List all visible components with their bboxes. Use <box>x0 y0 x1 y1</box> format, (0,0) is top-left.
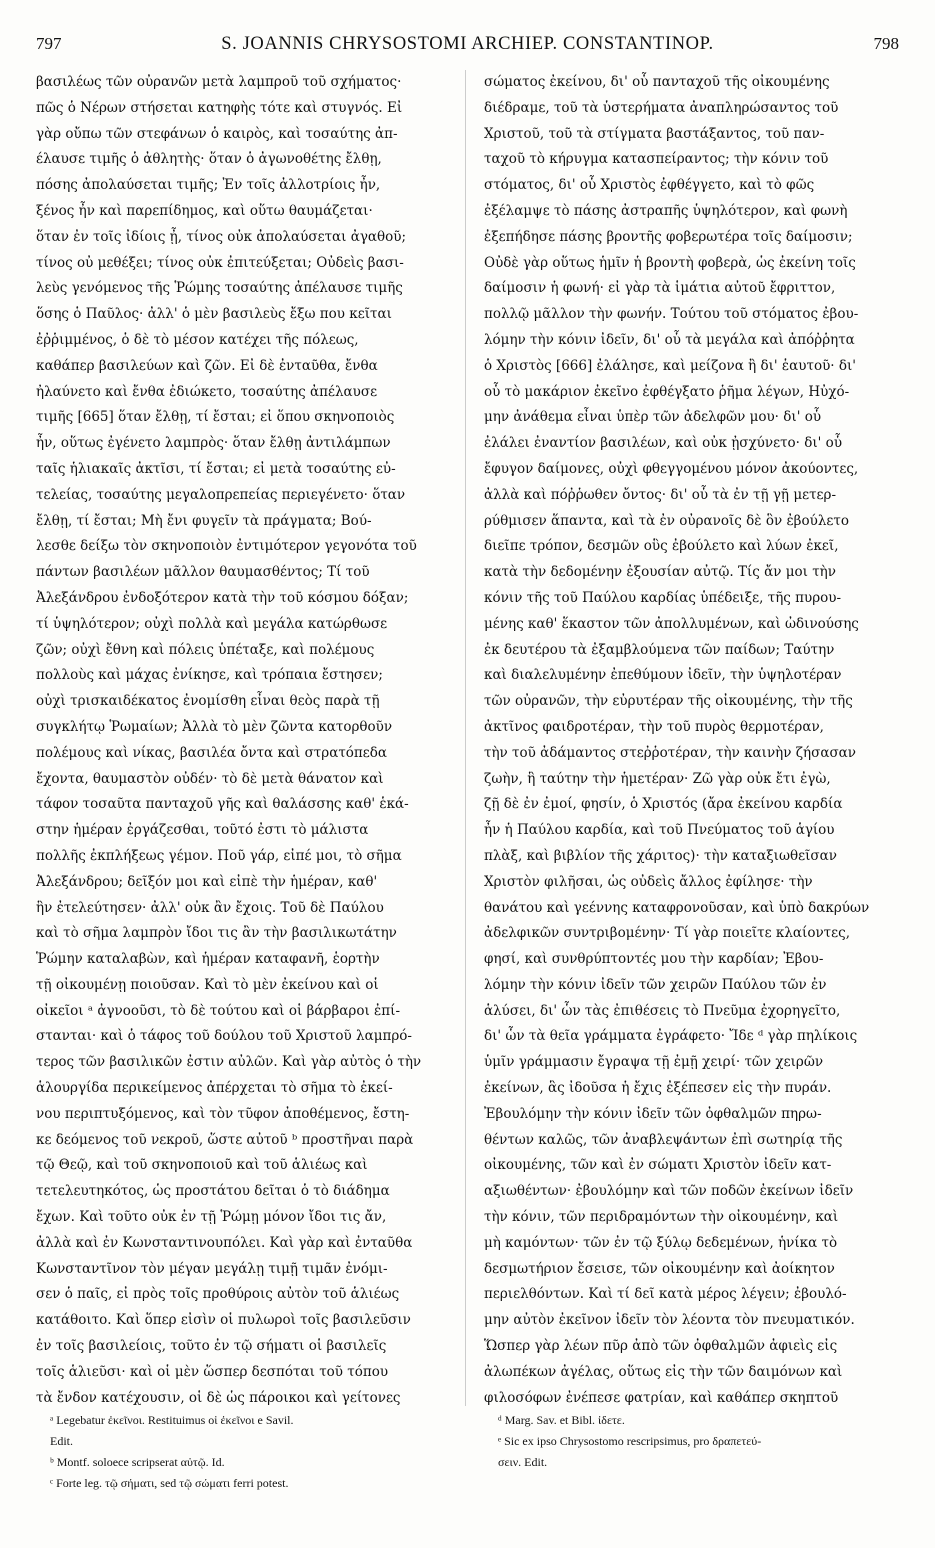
text-line: ἐκείνων, ἃς ἰδοῦσα ἡ ἔχις ἐξέπεσεν εἰς τὴν πυράν. <box>484 1080 832 1097</box>
text-line: ζῶν; οὐχὶ ἔθνη καὶ πόλεις ὑπέταξε, καὶ πολέμους <box>36 641 375 658</box>
text-line: τὴν κόνιν, τῶν περιδραμόντων τὴν οἰκουμένην, καὶ <box>484 1209 839 1226</box>
text-line: πολέμους καὶ νίκας, βασιλέα ὄντα καὶ στρατόπεδα <box>36 744 388 761</box>
text-line: ἔφυγον δαίμονες, οὐχὶ φθεγγομένου μόνον ἀκούοντες, <box>484 460 859 477</box>
text-line: ἀλλὰ καὶ ἐν Κωνσταντινουπόλει. Καὶ γὰρ καὶ ἐνταῦθα <box>36 1234 413 1251</box>
text-line: φησί, καὶ συνθρύπτοντές μου τὴν καρδίαν; Ἐβου- <box>484 951 824 968</box>
text-line: πολλοὺς καὶ μάχας ἐνίκησε, καὶ τρόπαια ἔστησεν; <box>36 667 383 684</box>
text-line: φιλοσόφων ἐνέπεσε φατρίαν, καὶ καθάπερ σκηπτοῦ <box>484 1389 839 1406</box>
column-divider <box>465 70 466 1406</box>
text-line: ἠλαύνετο καὶ ἔνθα ἐδιώκετο, τοσαύτης ἀπέλαυσε <box>36 383 378 400</box>
text-line: τῇ οἰκουμένῃ ποιοῦσαν. Καὶ τὸ μὲν ἐκείνου καὶ οἱ <box>36 976 379 993</box>
text-line: λεσθε δείξω τὸν σκηνοποιὸν ἐντιμότερον γεγονότα τοῦ <box>36 538 417 555</box>
text-line: Ῥώμην καταλαβὼν, καὶ ἡμέραν καταφανῆ, ἑορτὴν <box>36 951 380 968</box>
text-line: θέντων καλῶς, τῶν ἀναβλεψάντων ἐπὶ σωτηρίᾳ τῆς <box>484 1131 843 1148</box>
text-line: τιμῆς [665] ὅταν ἔλθῃ, τί ἔσται; εἰ ὅπου σκηνοποιὸς <box>36 409 395 426</box>
text-line: Ἀλεξάνδρου ἐνδοξότερον κατὰ τὴν τοῦ κόσμου δόξαν; <box>36 589 409 606</box>
text-line: τὰ ἔνδον κατέχουσιν, οἱ δὲ ὡς πάροικοι καὶ γείτονες <box>36 1389 401 1406</box>
text-line: δι' ὧν τὰ θεῖα γράμματα ἐγράφετο· Ἴδε ᵈ γὰρ πηλίκοις <box>484 1028 858 1045</box>
text-line: μένης καθ' ἕκαστον τῶν ἀπολλυμένων, καὶ ὠδινούσης <box>484 615 859 632</box>
text-line: Ὥσπερ γὰρ λέων πῦρ ἀπὸ τῶν ὀφθαλμῶν ἀφιεὶς εἰς <box>484 1338 838 1355</box>
text-line: τὴν τοῦ ἀδάμαντος στεῤῥοτέραν, τὴν καινὴν ζήσασαν <box>484 744 857 761</box>
text-line: δεσμωτήριον ἔσεισε, τῶν οἰκουμένην καὶ ἀοίκητον <box>484 1260 835 1277</box>
text-line: ἀλλὰ καὶ πόῤῥωθεν ὄντος· δι' οὗ τὰ ἐν τῇ γῇ μετερ- <box>484 486 837 503</box>
text-line: δαίμοσιν ἡ φωνή· εἰ γὰρ τὰ ἱμάτια αὐτοῦ ἔφριττον, <box>484 280 836 297</box>
text-line: ὑμῖν γράμμασιν ἔγραψα τῇ ἐμῇ χειρί· τῶν χειρῶν <box>484 1054 824 1071</box>
text-line: νου περιπτυξόμενος, καὶ τὸν τῦφον ἀποθέμενος, ἔστη- <box>36 1105 410 1122</box>
text-line: ὅσης ὁ Παῦλος· ἀλλ' ὁ μὲν βασιλεὺς ἔξω που κεῖται <box>36 306 392 323</box>
text-line: ἐξεπήδησε πάσης βροντῆς φοβερωτέρα τοῖς δαίμοσιν; <box>484 228 853 245</box>
text-line: Οὐδὲ γὰρ οὕτως ἡμῖν ἡ βροντὴ φοβερὰ, ὡς ἐκείνη τοῖς <box>484 254 856 271</box>
text-line: μην αὐτὸν ἐκεῖνον ἰδεῖν τὸν λέοντα τὸν πνευματικόν. <box>484 1312 855 1329</box>
text-line: θανάτου καὶ γεέννης καταφρονοῦσαν, καὶ ὑπὸ δακρύων <box>484 899 870 916</box>
text-line: περιελθόντων. Καὶ τί δεῖ κατὰ μέρος λέγειν; ἐβουλό- <box>484 1286 847 1303</box>
text-line: ἦν, οὕτως ἐγένετο λαμπρὸς· ὅταν ἔλθῃ ἀντιλάμπων <box>36 435 391 452</box>
text-line: ἀδελφικῶν συντριβομένην· Τί γὰρ ποιεῖτε κλαίοντες, <box>484 925 850 942</box>
text-line: τερος τῶν βασιλικῶν ἐστιν αὐλῶν. Καὶ γὰρ αὐτὸς ὁ τὴν <box>36 1054 422 1071</box>
text-line: ἔχων. Καὶ τοῦτο οὐκ ἐν τῇ Ῥώμῃ μόνον ἴδοι τις ἄν, <box>36 1209 387 1226</box>
text-line: ἐν τοῖς βασιλείοις, τοῦτο ἐν τῷ σήματι οἱ βασιλεῖς <box>36 1338 387 1355</box>
text-line: Χριστὸν φιλῆσαι, ὡς οὐδεὶς ἄλλος ἐφίλησε· τὴν <box>484 873 813 890</box>
text-line: κόνιν τῆς τοῦ Παύλου καρδίας ὑπέδειξε, τῆς πυρου- <box>484 589 842 606</box>
text-line: τῷ Θεῷ, καὶ τοῦ σκηνοποιοῦ καὶ τοῦ ἁλιέως καὶ <box>36 1157 368 1174</box>
text-line: ἔλθῃ, τί ἔσται; Μὴ ἔνι φυγεῖν τὰ πράγματα; Βού- <box>36 512 372 529</box>
text-line: καὶ τὸ σῆμα λαμπρὸν ἴδοι τις ἂν τὴν βασιλικωτάτην <box>36 925 397 942</box>
footnote: ᵉ Sic ex ipso Chrysostomo rescripsimus, pro δραπετεύ- <box>498 1434 762 1448</box>
text-line: ξένος ἦν καὶ παρεπίδημος, καὶ οὕτω θαυμάζεται· <box>36 202 373 219</box>
text-line: ὁ Χριστὸς [666] ἐλάλησε, καὶ μείζονα ἢ δι' ἑαυτοῦ· δι' <box>484 357 857 374</box>
text-line: διεῖπε τρόπον, δεσμῶν οὓς ἐβούλετο καὶ λύων ἐκεῖ, <box>484 538 839 555</box>
text-line: λόμην τὴν κόνιν ἰδεῖν τῶν χειρῶν Παύλου τῶν ἐν <box>484 976 827 993</box>
text-line: τελείας, τοσαύτης μεγαλοπρεπείας περιεγένετο· ὅταν <box>36 486 406 503</box>
text-line: μὴ καμόντων· τῶν ἐν τῷ ξύλῳ δεδεμένων, ἡνίκα τὸ <box>484 1234 838 1251</box>
text-line: στανται· καὶ ὁ τάφος τοῦ δούλου τοῦ Χριστοῦ λαμπρό- <box>36 1028 412 1045</box>
text-line: κε δεόμενος τοῦ νεκροῦ, ὥστε αὐτοῦ ᵇ προστῆναι παρὰ <box>36 1131 414 1148</box>
footnotes-left <box>50 1410 468 1494</box>
text-line: πόσης ἀπολαύσεται τιμῆς; Ἐν τοῖς ἀλλοτρίοις ἦν, <box>36 177 381 194</box>
text-line: ἁλύσει, δι' ὧν τὰς ἐπιθέσεις τὸ Πνεῦμα ἐχορηγεῖτο, <box>484 1002 841 1019</box>
text-line: ἦν ἡ Παύλου καρδία, καὶ τοῦ Πνεύματος τοῦ ἁγίου <box>484 822 835 839</box>
footnote: ᶜ Forte leg. τῷ σήματι, sed τῷ σώματι ferri potest. <box>50 1476 289 1490</box>
text-line: κατάθοιτο. Καὶ ὅπερ εἰσὶν οἱ πυλωροὶ τοῖς βασιλεῦσιν <box>36 1312 411 1329</box>
footnote: ᵃ Legebatur ἐκεῖνοι. Restituimus οἱ ἐκεῖνοι e Savil. <box>50 1413 294 1427</box>
text-line: ἀλωπέκων ἀγέλας, οὕτως εἰς τὴν τῶν δαιμόνων καὶ <box>484 1363 843 1380</box>
text-line: ρύθμισεν ἅπαντα, καὶ τὰ ἐν οὐρανοῖς δὲ ὃν ἐβούλετο <box>484 512 849 529</box>
text-line: ταῖς ἡλιακαῖς ἀκτῖσι, τί ἔσται; εἰ μετὰ τοσαύτης εὐ- <box>36 460 396 477</box>
text-line: καθάπερ βασιλεύων καὶ ζῶν. Εἰ δὲ ἐνταῦθα, ἔνθα <box>36 357 378 374</box>
footnote: ᵇ Montf. soloece scripserat αὐτῷ. Id. <box>50 1455 225 1469</box>
text-line: ἐλάλει ἐναντίον βασιλέων, καὶ οὐκ ᾐσχύνετο· δι' οὗ <box>484 435 843 452</box>
text-line: τῶν οὐρανῶν, τὴν εὐρυτέραν τῆς οἰκουμένης, τὴν τῆς <box>484 693 853 710</box>
text-line: πολλῆς ἐκπλήξεως γέμον. Ποῦ γάρ, εἰπέ μοι, τὸ σῆμα <box>36 847 402 864</box>
text-line: ἀκτῖνος φαιδροτέραν, τὴν τοῦ πυρὸς θερμοτέραν, <box>484 718 824 735</box>
text-line: λεὺς γενόμενος τῆς Ῥώμης τοσαύτης ἀπέλαυσε τιμῆς <box>36 280 403 297</box>
text-line: ζῇ δὲ ἐν ἐμοί, φησίν, ὁ Χριστός (ἄρα ἐκείνου καρδία <box>484 796 843 813</box>
text-line: οἰκεῖοι ᵃ ἀγνοοῦσι, τὸ δὲ τούτου καὶ οἱ βάρβαροι ἐπί- <box>36 1002 400 1019</box>
text-line: καὶ διαλελυμένην ἐπεθύμουν ἰδεῖν, τὴν ὑψηλοτέραν <box>484 667 842 684</box>
text-line: πλὰξ, καὶ βιβλίον τῆς χάριτος)· τὴν καταξιωθεῖσαν <box>484 847 837 864</box>
footnotes-right <box>498 1410 916 1473</box>
text-line: ἐκ δευτέρου τὰ ἐξαμβλούμενα τῶν παίδων; Ταύτην <box>484 641 835 658</box>
text-line: τετελευτηκότος, ὡς προστάτου δεῖται ὁ τὸ διάδημα <box>36 1183 390 1200</box>
text-line: βασιλέως τῶν οὐρανῶν μετὰ λαμπροῦ τοῦ σχήματος· <box>36 74 402 90</box>
text-line: Κωνσταντῖνον τὸν μέγαν μεγάλῃ τιμῇ τιμᾶν ἐνόμι- <box>36 1260 388 1277</box>
left-column <box>36 70 454 1406</box>
text-line: Ἀλεξάνδρου; δεῖξόν μοι καὶ εἰπὲ τὴν ἡμέραν, καθ' <box>36 873 378 890</box>
text-line: ἔχοντα, θαυμαστὸν οὐδέν· τὸ δὲ μετὰ θάνατον καὶ <box>36 770 384 787</box>
running-title: S. JOANNIS CHRYSOSTOMI ARCHIEP. CONSTANTINOP. <box>221 34 714 54</box>
footnote: σειν. Edit. <box>498 1455 548 1469</box>
text-line: οἰκουμένης, τῶν καὶ ἐν σώματι Χριστὸν ἰδεῖν κατ- <box>484 1157 832 1174</box>
text-line: πάντων βασιλέων μᾶλλον θαυμασθέντος; Τί τοῦ <box>36 564 370 581</box>
text-line: στόματος, δι' οὗ Χριστὸς ἐφθέγγετο, καὶ τὸ φῶς <box>484 177 815 194</box>
text-line: λόμην τὴν κόνιν ἰδεῖν, δι' οὗ τὰ μεγάλα καὶ ἀπόῤῥητα <box>484 331 855 348</box>
text-line: Χριστοῦ, τοῦ τὰ στίγματα βαστάξαντος, τοῦ παν- <box>484 125 825 142</box>
text-line: στην ἡμέραν ἐργάζεσθαι, τοῦτό ἐστι τὸ μάλιστα <box>36 822 369 839</box>
page-number-left: 797 <box>36 34 62 53</box>
page-header <box>36 34 899 60</box>
text-line: ἣν ἐτελεύτησεν· ἀλλ' οὐκ ἂν ἔχοις. Τοῦ δὲ Παύλου <box>36 899 384 916</box>
text-line: αξιωθέντων· ἐβουλόμην καὶ τῶν ποδῶν ἐκείνων ἰδεῖν <box>484 1183 854 1200</box>
text-line: σεν ὁ παῖς, εἰ πρὸς τοῖς προθύροις αὐτὸν τοῦ ἁλιέως <box>36 1286 400 1303</box>
footnote: ᵈ Marg. Sav. et Bibl. ἰδετε. <box>498 1413 625 1427</box>
text-line: τάφον τοσαῦτα πανταχοῦ γῆς καὶ θαλάσσης καθ' ἑκά- <box>36 796 409 813</box>
text-line: τίνος οὐ μεθέξει; τίνος οὐκ ἐπιτεύξεται; Οὐδεὶς βασι- <box>36 254 404 271</box>
text-line: ζωὴν, ἣ ταύτην τὴν ἡμετέραν· Ζῶ γὰρ οὐκ ἔτι ἐγὼ, <box>484 770 831 787</box>
text-line: ταχοῦ τὸ κήρυγμα κατασπείραντος; τὴν κόνιν τοῦ <box>484 151 829 168</box>
text-line: ἐῤῥιμμένος, ὁ δὲ τὸ μέσον κατέχει τῆς πόλεως, <box>36 331 359 348</box>
footnote: Edit. <box>50 1434 73 1448</box>
text-line: Ἐβουλόμην τὴν κόνιν ἰδεῖν τῶν ὀφθαλμῶν πηρω- <box>484 1105 822 1122</box>
text-line: συγκλήτῳ Ῥωμαίων; Ἀλλὰ τὸ μὲν ζῶντα κατορθοῦν <box>36 718 393 735</box>
text-line: ἁλουργίδα περικείμενος ἀπέρχεται τὸ σῆμα τὸ ἐκεί- <box>36 1080 393 1097</box>
text-line: οὗ τὸ μακάριον ἐκεῖνο ἐφθέγξατο ῥῆμα λέγων, Ηὐχό- <box>484 383 850 400</box>
text-line: γὰρ οὔπω τῶν στεφάνων ὁ καιρὸς, καὶ τοσαύτης ἀπ- <box>36 125 398 142</box>
page-number-right: 798 <box>873 34 899 53</box>
text-line: οὐχὶ τρισκαιδέκατος ἐνομίσθη εἶναι θεὸς παρὰ τῇ <box>36 693 380 710</box>
text-line: διέδραμε, τοῦ τὰ ὑστερήματα ἀναπληρώσαντος τοῦ <box>484 99 839 116</box>
text-line: ἐξέλαμψε τὸ πάσης ἀστραπῆς ὑψηλότερον, καὶ φωνὴ <box>484 202 848 219</box>
text-line: πολλῷ μᾶλλον τὴν φωνήν. Τούτου τοῦ στόματος ἐβου- <box>484 306 859 323</box>
text-line: σώματος ἐκείνου, δι' οὗ πανταχοῦ τῆς οἰκουμένης <box>484 74 830 90</box>
text-line: κατὰ τὴν δεδομένην ἐξουσίαν αὐτῷ. Τίς ἄν μοι τὴν <box>484 564 836 581</box>
right-column <box>484 70 902 1406</box>
text-line: ὅταν ἐν τοῖς ἰδίοις ᾖ, τίνος οὐκ ἀπολαύσεται ἀγαθοῦ; <box>36 228 407 245</box>
text-line: τοῖς ἁλιεῦσι· καὶ οἱ μὲν ὥσπερ δεσπόται τοῦ τόπου <box>36 1363 389 1380</box>
text-line: έλαυσε τιμῆς ὁ ἀθλητὴς· ὅταν ὁ ἀγωνοθέτης ἔλθῃ, <box>36 151 382 168</box>
text-line: τί ὑψηλότερον; οὐχὶ πολλὰ καὶ μεγάλα κατώρθωσε <box>36 615 388 632</box>
text-line: πῶς ὁ Νέρων στήσεται κατηφὴς τότε καὶ στυγνός. Εἰ <box>36 99 403 116</box>
text-line: μην ἀνάθεμα εἶναι ὑπὲρ τῶν ἀδελφῶν μου· δι' οὗ <box>484 409 822 426</box>
